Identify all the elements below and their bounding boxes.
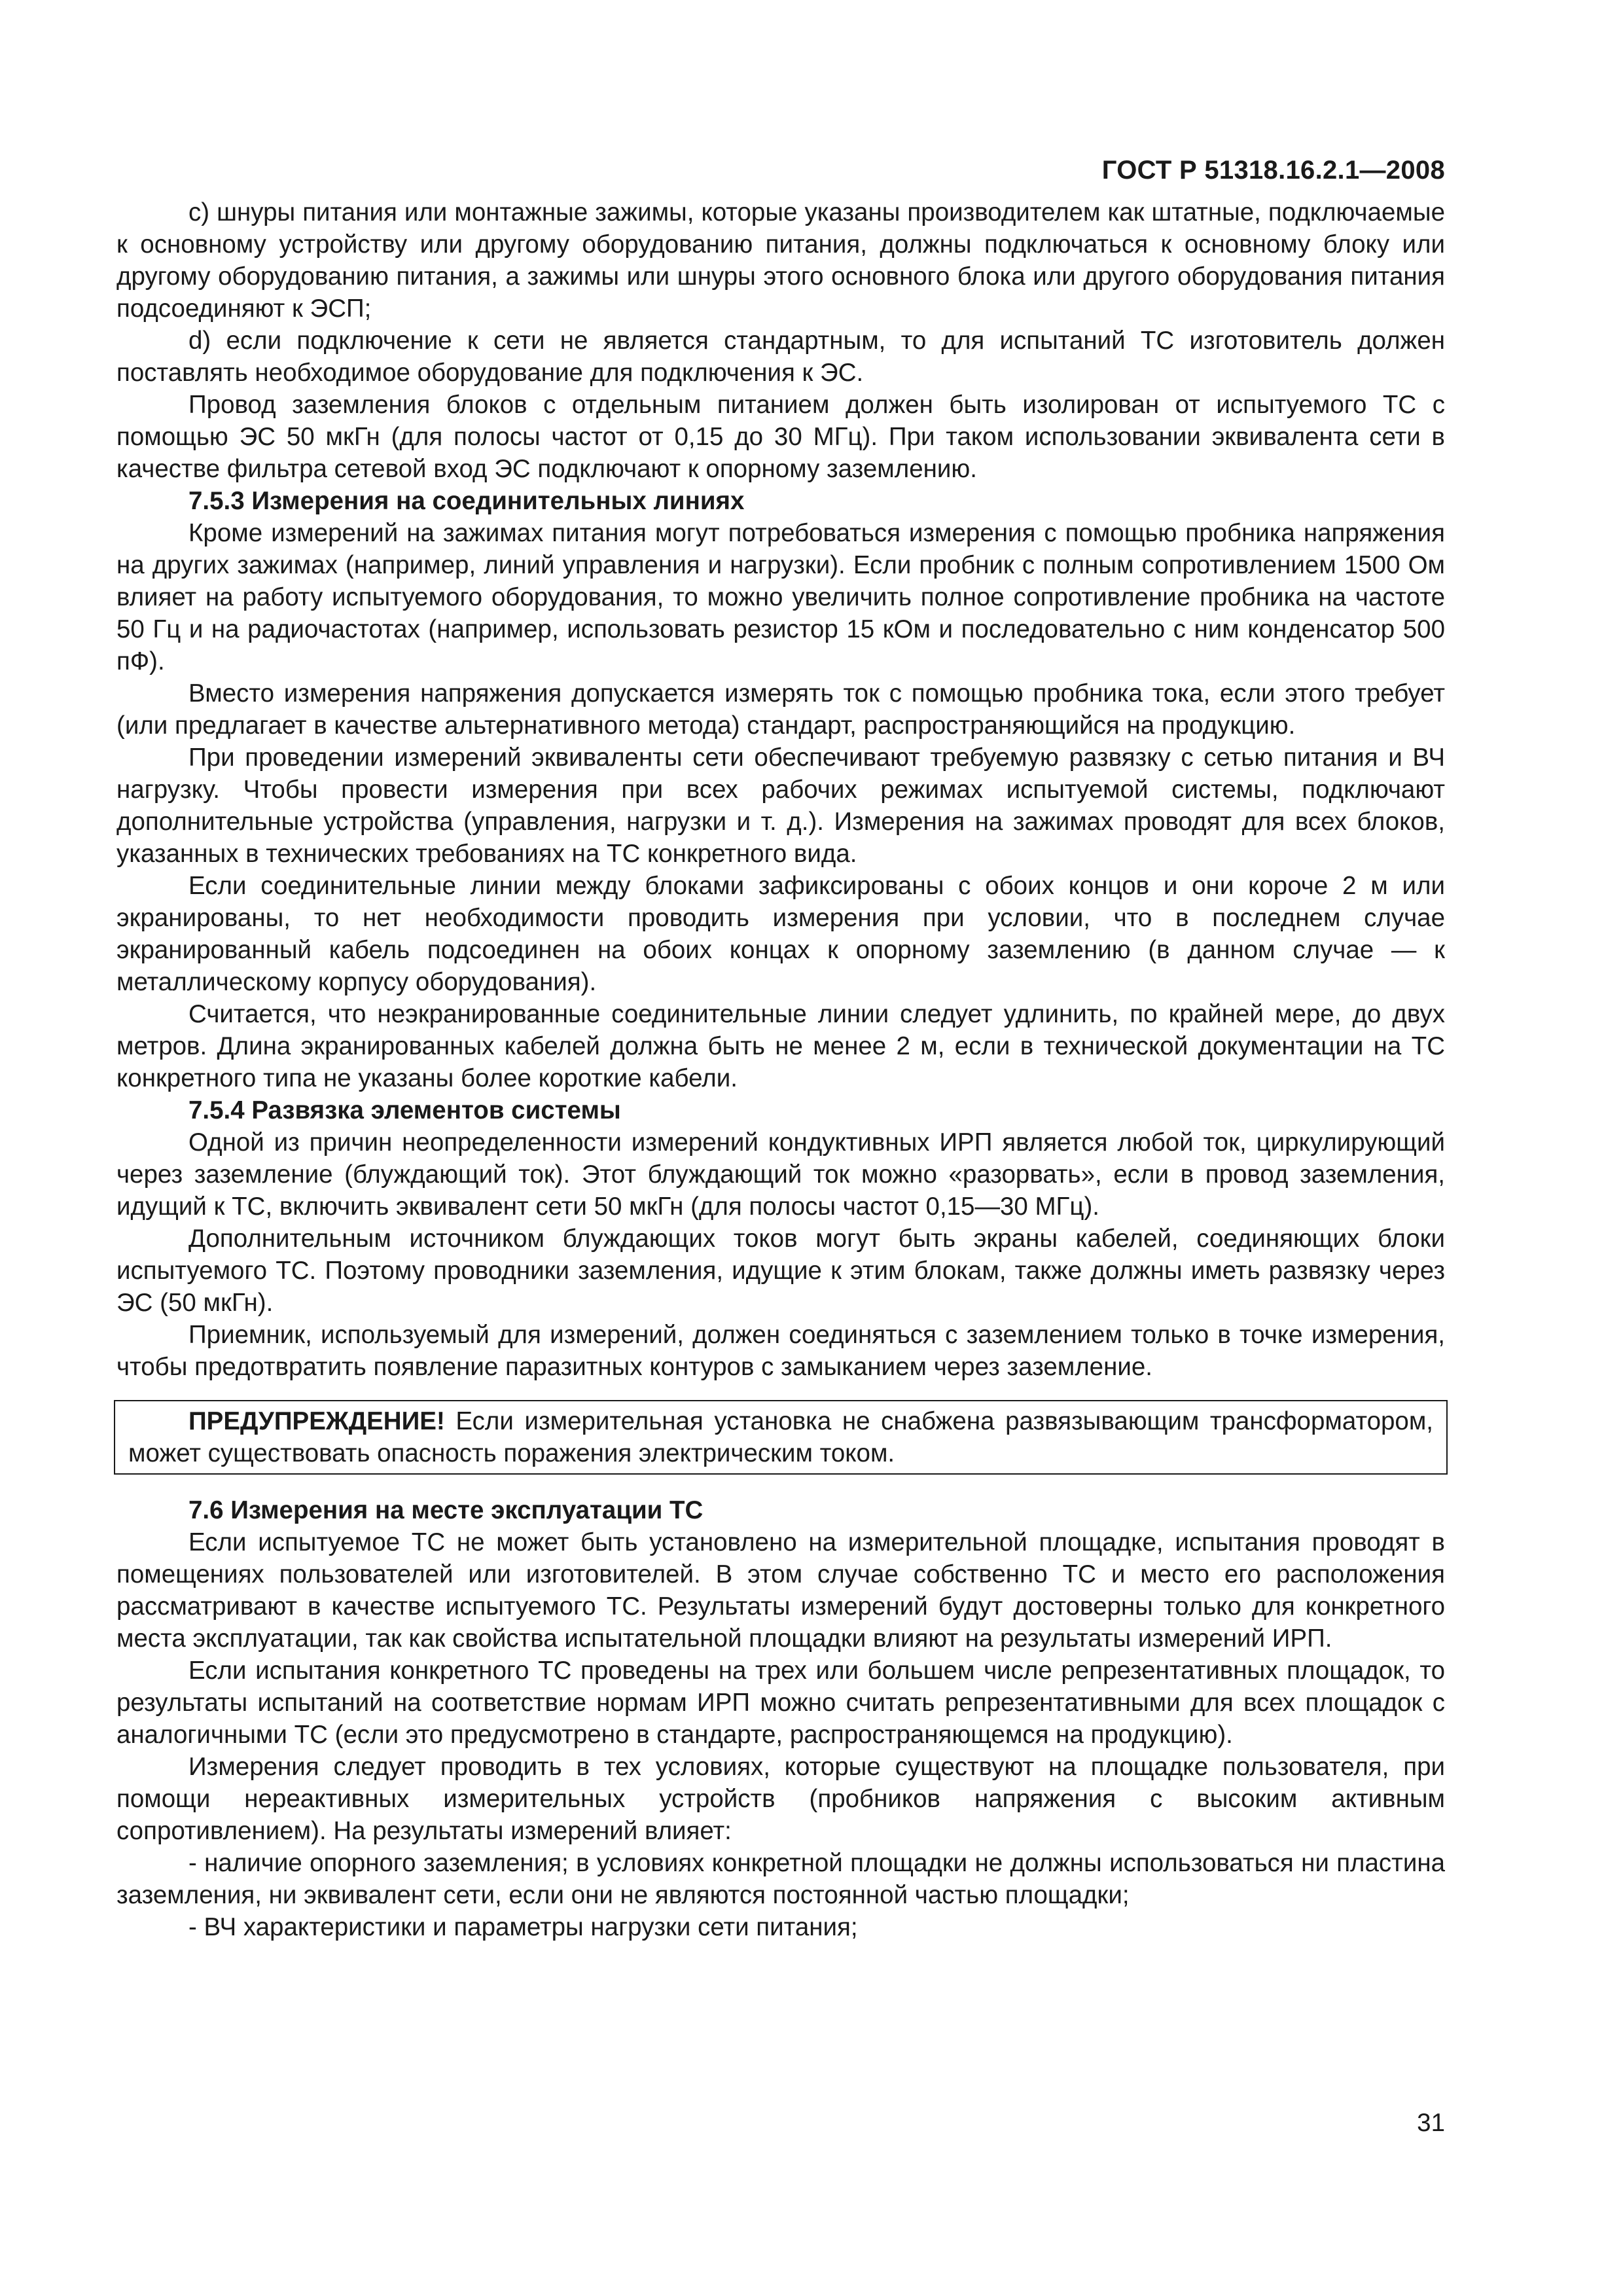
document-code-header: ГОСТ Р 51318.16.2.1—2008 xyxy=(1101,156,1445,185)
section-heading-7-6: 7.6 Измерения на месте эксплуатации ТС xyxy=(188,1496,704,1524)
paragraph: Кроме измерений на зажимах питания могут потребоваться измерения с помощью пробника напряжения на других зажимах (например, линий управления и нагрузки). Если пробник с полным сопротивлением 1500 Ом влияет на работу испытуемого оборудования, то можно увеличить полное сопротивление пробника на частоте 50 Гц и на радиочастотах (например, использовать резистор 15 кОм и последовательно с ним конденсатор 500 пФ). xyxy=(116,519,1445,675)
paragraph: Считается, что неэкранированные соединительные линии следует удлинить, по крайней мере, до двух метров. Длина экранированных кабелей должна быть не менее 2 м, если в технической документации на ТС конкретного типа не указаны более короткие кабели. xyxy=(116,1000,1445,1092)
page-number: 31 xyxy=(1417,2109,1445,2137)
paragraph: При проведении измерений эквиваленты сети обеспечивают требуемую развязку с сетью питания и ВЧ нагрузку. Чтобы провести измерения при всех рабочих режимах испытуемой системы, подключают дополнительные устройства (управления, нагрузки и т. д.). Измерения на зажимах проводят для всех блоков, указанных в технических требованиях на ТС конкретного вида. xyxy=(116,744,1445,868)
warning-title: ПРЕДУПРЕЖДЕНИЕ! xyxy=(188,1407,445,1435)
warning-text xyxy=(128,1405,1433,1469)
paragraph: Приемник, используемый для измерений, должен соединяться с заземлением только в точке измерения, чтобы предотвратить появление паразитных контуров с замыканием через заземление. xyxy=(116,1321,1445,1381)
list-item: - наличие опорного заземления; в условиях конкретной площадки не должны использоваться ни пластина заземления, ни эквивалент сети, если они не являются постоянной частью площадки; xyxy=(116,1849,1445,1909)
paragraph: Если испытуемое ТС не может быть установлено на измерительной площадке, испытания проводят в помещениях пользователей или изготовителей. В этом случае собственно ТС и место его расположения рассматривают в качестве испытуемого ТС. Результаты измерений будут достоверны только для конкретного места эксплуатации, так как свойства испытательной площадки влияют на результаты измерений ИРП. xyxy=(116,1528,1445,1653)
paragraph: Если испытания конкретного ТС проведены на трех или большем числе репрезентативных площадок, то результаты испытаний на соответствие нормам ИРП можно считать репрезентативными для всех площадок с аналогичными ТС (если это предусмотрено в стандарте, распространяющемся на продукцию). xyxy=(116,1657,1445,1749)
section-heading-7-5-3: 7.5.3 Измерения на соединительных линиях xyxy=(188,487,745,515)
section-heading-7-5-4: 7.5.4 Развязка элементов системы xyxy=(188,1096,621,1124)
warning-body: Если измерительная установка не снабжена развязывающим трансформатором, может существовать опасность поражения электрическим током. xyxy=(128,1407,1433,1467)
warning-box xyxy=(114,1400,1448,1475)
paragraph: Дополнительным источником блуждающих токов могут быть экраны кабелей, соединяющих блоки испытуемого ТС. Поэтому проводники заземления, идущие к этим блокам, также должны иметь развязку через ЭС (50 мкГн). xyxy=(116,1225,1445,1317)
page-content xyxy=(116,196,1445,1943)
list-item: - ВЧ характеристики и параметры нагрузки сети питания; xyxy=(188,1913,858,1941)
paragraph: Одной из причин неопределенности измерений кондуктивных ИРП является любой ток, циркулирующий через заземление (блуждающий ток). Этот блуждающий ток можно «разорвать», если в провод заземления, идущий к ТС, включить эквивалент сети 50 мкГн (для полосы частот 0,15—30 МГц). xyxy=(116,1128,1445,1221)
list-item-d: d) если подключение к сети не является стандартным, то для испытаний ТС изготовитель должен поставлять необходимое оборудование для подключения к ЭС. xyxy=(116,327,1445,387)
paragraph: Измерения следует проводить в тех условиях, которые существуют на площадке пользователя, при помощи нереактивных измерительных устройств (пробников напряжения с высоким активным сопротивлением). На результаты измерений влияет: xyxy=(116,1753,1445,1845)
paragraph: Вместо измерения напряжения допускается измерять ток с помощью пробника тока, если этого требует (или предлагает в качестве альтернативного метода) стандарт, распространяющийся на продукцию. xyxy=(116,679,1445,740)
paragraph: Провод заземления блоков с отдельным питанием должен быть изолирован от испытуемого ТС с помощью ЭС 50 мкГн (для полосы частот от 0,15 до 30 МГц). При таком использовании эквивалента сети в качестве фильтра сетевой вход ЭС подключают к опорному заземлению. xyxy=(116,391,1445,483)
list-item-c: c) шнуры питания или монтажные зажимы, которые указаны производителем как штатные, подключаемые к основному устройству или другому оборудованию питания, должны подключаться к основному блоку или другому оборудованию питания, а зажимы или шнуры этого основного блока или другого оборудования питания подсоединяют к ЭСП; xyxy=(116,198,1445,323)
paragraph: Если соединительные линии между блоками зафиксированы с обоих концов и они короче 2 м или экранированы, то нет необходимости проводить измерения при условии, что в последнем случае экранированный кабель подсоединен на обоих концах к опорному заземлению (в данном случае — к металлическому корпусу оборудования). xyxy=(116,872,1445,996)
